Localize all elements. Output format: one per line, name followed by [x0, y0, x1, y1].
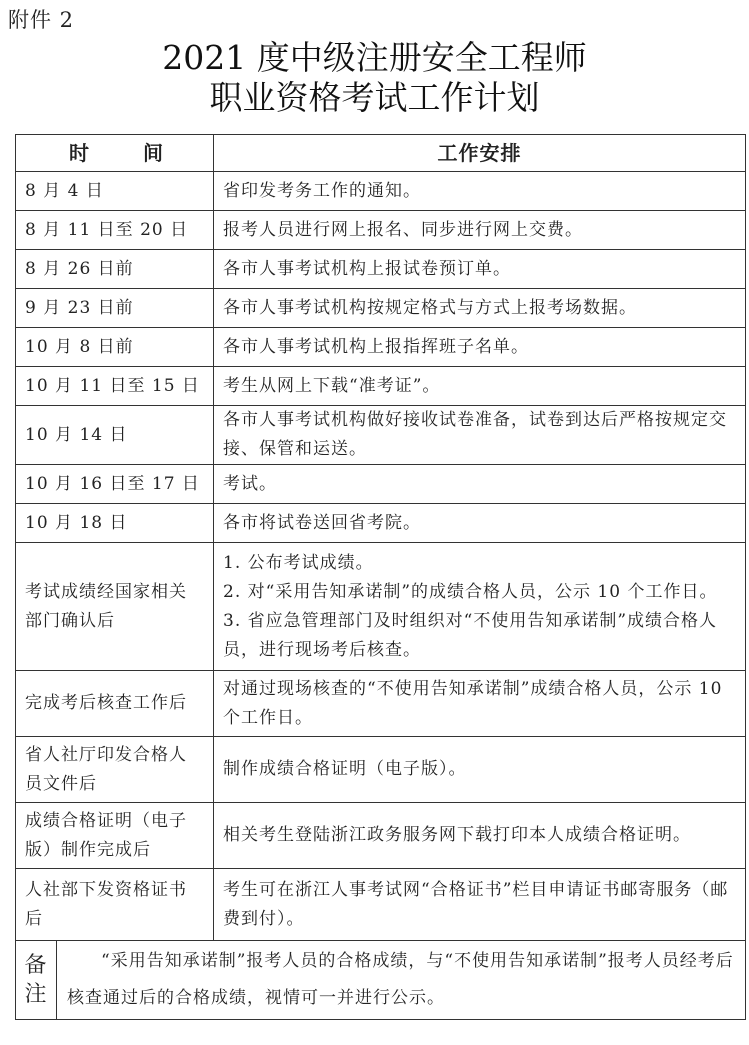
- table-row: [16, 465, 746, 504]
- attachment-label: 附件 2: [8, 8, 75, 32]
- work-plan-table: [15, 134, 746, 1020]
- table-header-row: [16, 135, 746, 172]
- cell-work: 各市人事考试机构按规定格式与方式上报考场数据。: [214, 289, 746, 328]
- header-work: 工作安排: [214, 135, 746, 172]
- cell-time: 10 月 8 日前: [16, 328, 214, 367]
- cell-time: 人社部下发资格证书后: [16, 869, 214, 941]
- cell-work: [214, 543, 746, 671]
- table-row: [16, 172, 746, 211]
- table-row: [16, 869, 746, 941]
- cell-time: 8 月 11 日至 20 日: [16, 211, 214, 250]
- cell-time: 8 月 4 日: [16, 172, 214, 211]
- cell-work: 考生从网上下载“准考证”。: [214, 367, 746, 406]
- header-time: [16, 135, 214, 172]
- table-row: [16, 211, 746, 250]
- cell-work: 各市人事考试机构做好接收试卷准备，试卷到达后严格按规定交接、保管和运送。: [214, 406, 746, 465]
- work-item-3: 3. 省应急管理部门及时组织对“不使用告知承诺制”成绩合格人员，进行现场考后核查。: [223, 610, 718, 660]
- cell-time: 完成考后核查工作后: [16, 671, 214, 737]
- table-row: [16, 289, 746, 328]
- cell-time: 省人社厅印发合格人员文件后: [16, 737, 214, 803]
- cell-time: 8 月 26 日前: [16, 250, 214, 289]
- cell-time: 9 月 23 日前: [16, 289, 214, 328]
- document-title-line-2: 职业资格考试工作计划: [209, 78, 540, 117]
- cell-time: 10 月 16 日至 17 日: [16, 465, 214, 504]
- note-label-char-1: 备: [24, 953, 48, 978]
- note-label: [16, 941, 57, 1019]
- work-item-2: 2. 对“采用告知承诺制”的成绩合格人员，公示 10 个工作日。: [223, 581, 718, 602]
- table-row: [16, 671, 746, 737]
- note-text: “采用告知承诺制”报考人员的合格成绩，与“不使用告知承诺制”报考人员经考后核查通过后的合格成绩，视情可一并进行公示。: [67, 951, 734, 1008]
- table-row: [16, 803, 746, 869]
- cell-time: 10 月 18 日: [16, 504, 214, 543]
- header-time-char-2: 间: [143, 140, 164, 165]
- table-row: [16, 406, 746, 465]
- cell-work: 考试。: [214, 465, 746, 504]
- table-row: [16, 328, 746, 367]
- cell-work: 制作成绩合格证明（电子版）。: [214, 737, 746, 803]
- cell-time: 成绩合格证明（电子版）制作完成后: [16, 803, 214, 869]
- cell-work: 省印发考务工作的通知。: [214, 172, 746, 211]
- cell-time: 10 月 14 日: [16, 406, 214, 465]
- table-row: [16, 504, 746, 543]
- cell-work: 各市人事考试机构上报试卷预订单。: [214, 250, 746, 289]
- work-item-1: 1. 公布考试成绩。: [223, 552, 374, 573]
- cell-time: 考试成绩经国家相关部门确认后: [16, 543, 214, 671]
- document-title-line-1: 2021 度中级注册安全工程师: [162, 38, 587, 77]
- cell-work: 对通过现场核查的“不使用告知承诺制”成绩合格人员，公示 10 个工作日。: [214, 671, 746, 737]
- note-row: [16, 941, 746, 1020]
- header-time-char-1: 时: [69, 140, 90, 165]
- table-row: [16, 737, 746, 803]
- cell-work: 各市将试卷送回省考院。: [214, 504, 746, 543]
- note-label-char-2: 注: [24, 982, 48, 1007]
- table-row: [16, 543, 746, 671]
- table-row: [16, 250, 746, 289]
- cell-time: 10 月 11 日至 15 日: [16, 367, 214, 406]
- cell-work: 各市人事考试机构上报指挥班子名单。: [214, 328, 746, 367]
- cell-work: 报考人员进行网上报名、同步进行网上交费。: [214, 211, 746, 250]
- cell-work: 相关考生登陆浙江政务服务网下载打印本人成绩合格证明。: [214, 803, 746, 869]
- table-row: [16, 367, 746, 406]
- cell-work: 考生可在浙江人事考试网“合格证书”栏目申请证书邮寄服务（邮费到付）。: [214, 869, 746, 941]
